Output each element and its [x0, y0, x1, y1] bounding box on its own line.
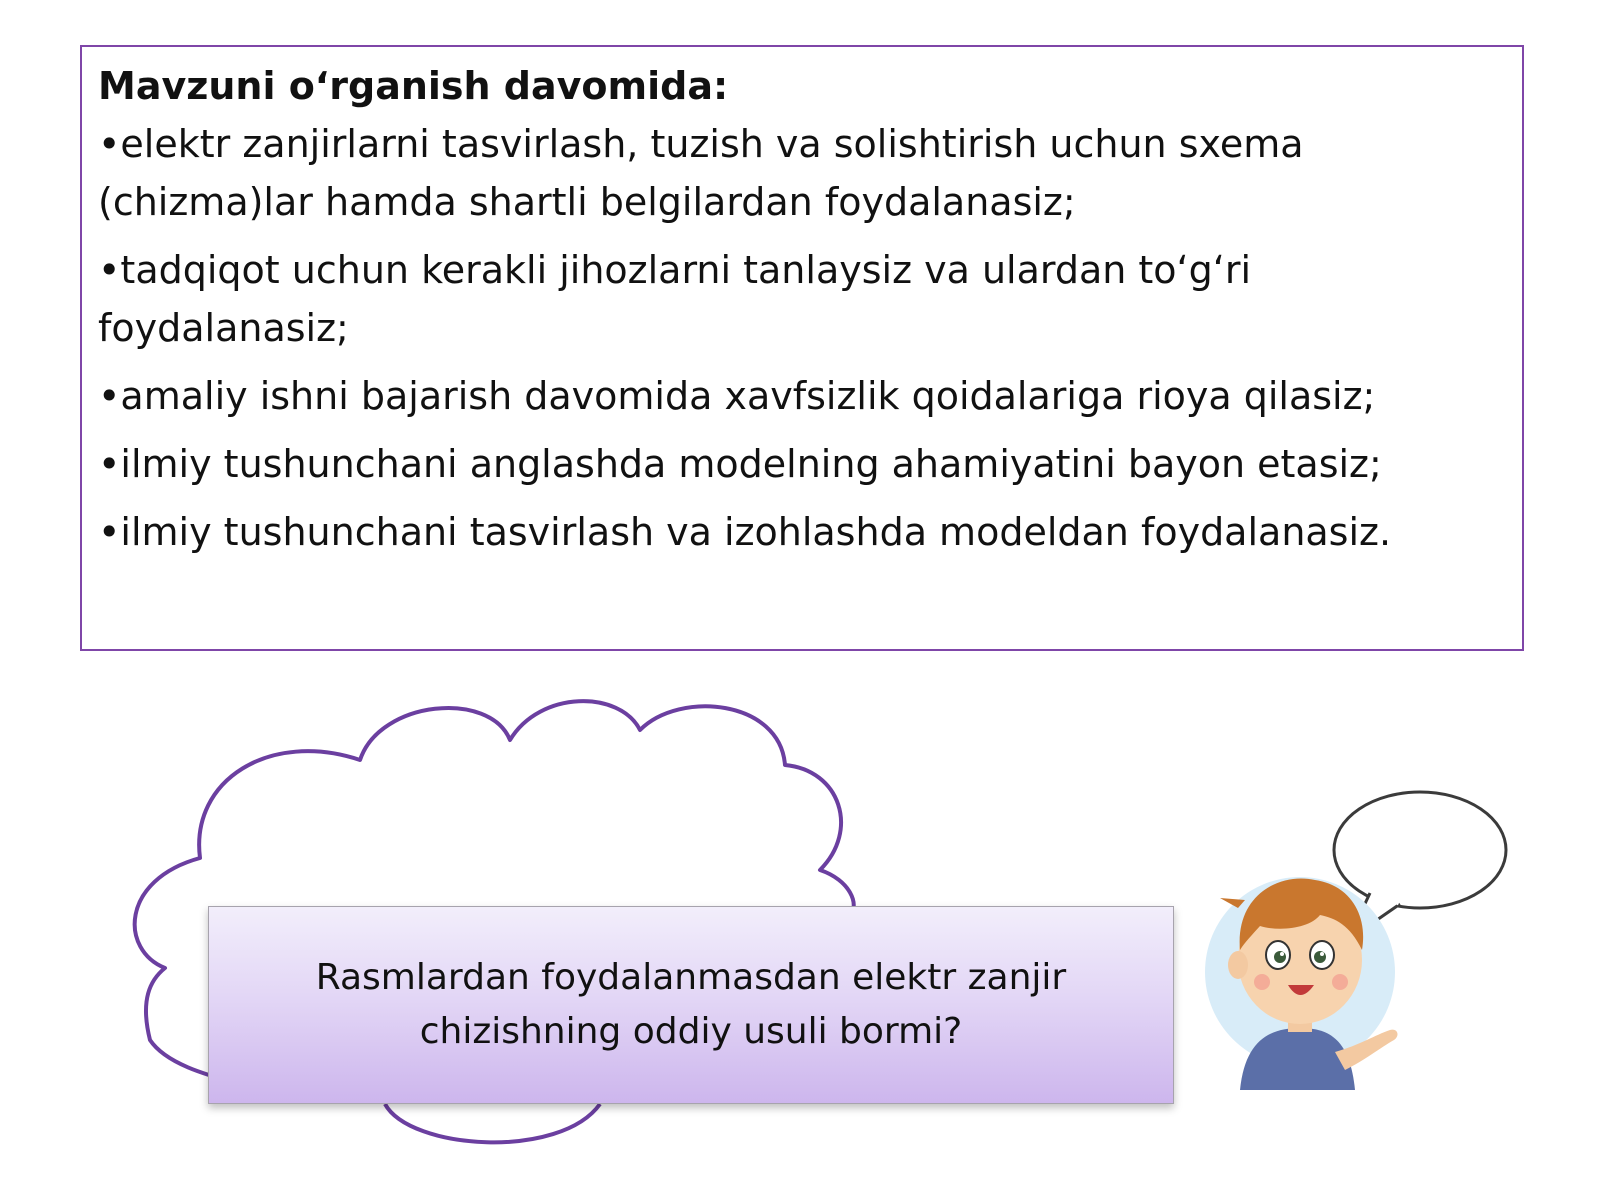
kid-character-icon [1200, 790, 1510, 1090]
list-item: • ilmiy tushunchani tasvirlash va izohlashda modeldan foydalanasiz. [98, 503, 1506, 561]
list-item: • ilmiy tushunchani anglashda modelning ahamiyatini bayon etasiz; [98, 435, 1506, 493]
question-text: Rasmlardan foydalanmasdan elektr zanjir chizishning oddiy usuli bormi? [315, 957, 1067, 1052]
list-item: • elektr zanjirlarni tasvirlash, tuzish va solishtirish uchun sxema (chizma)lar hamda shartli belgilardan foydalanasiz; [98, 115, 1506, 231]
list-item: • amaliy ishni bajarish davomida xavfsizlik qoidalariga rioya qilasiz; [98, 367, 1506, 425]
question-box [208, 906, 1174, 1104]
objectives-title: Mavzuni o‘rganish davomida: [98, 64, 729, 108]
list-item: • tadqiqot uchun kerakli jihozlarni tanlaysiz va ulardan to‘g‘ri foydalanasiz; [98, 241, 1506, 357]
